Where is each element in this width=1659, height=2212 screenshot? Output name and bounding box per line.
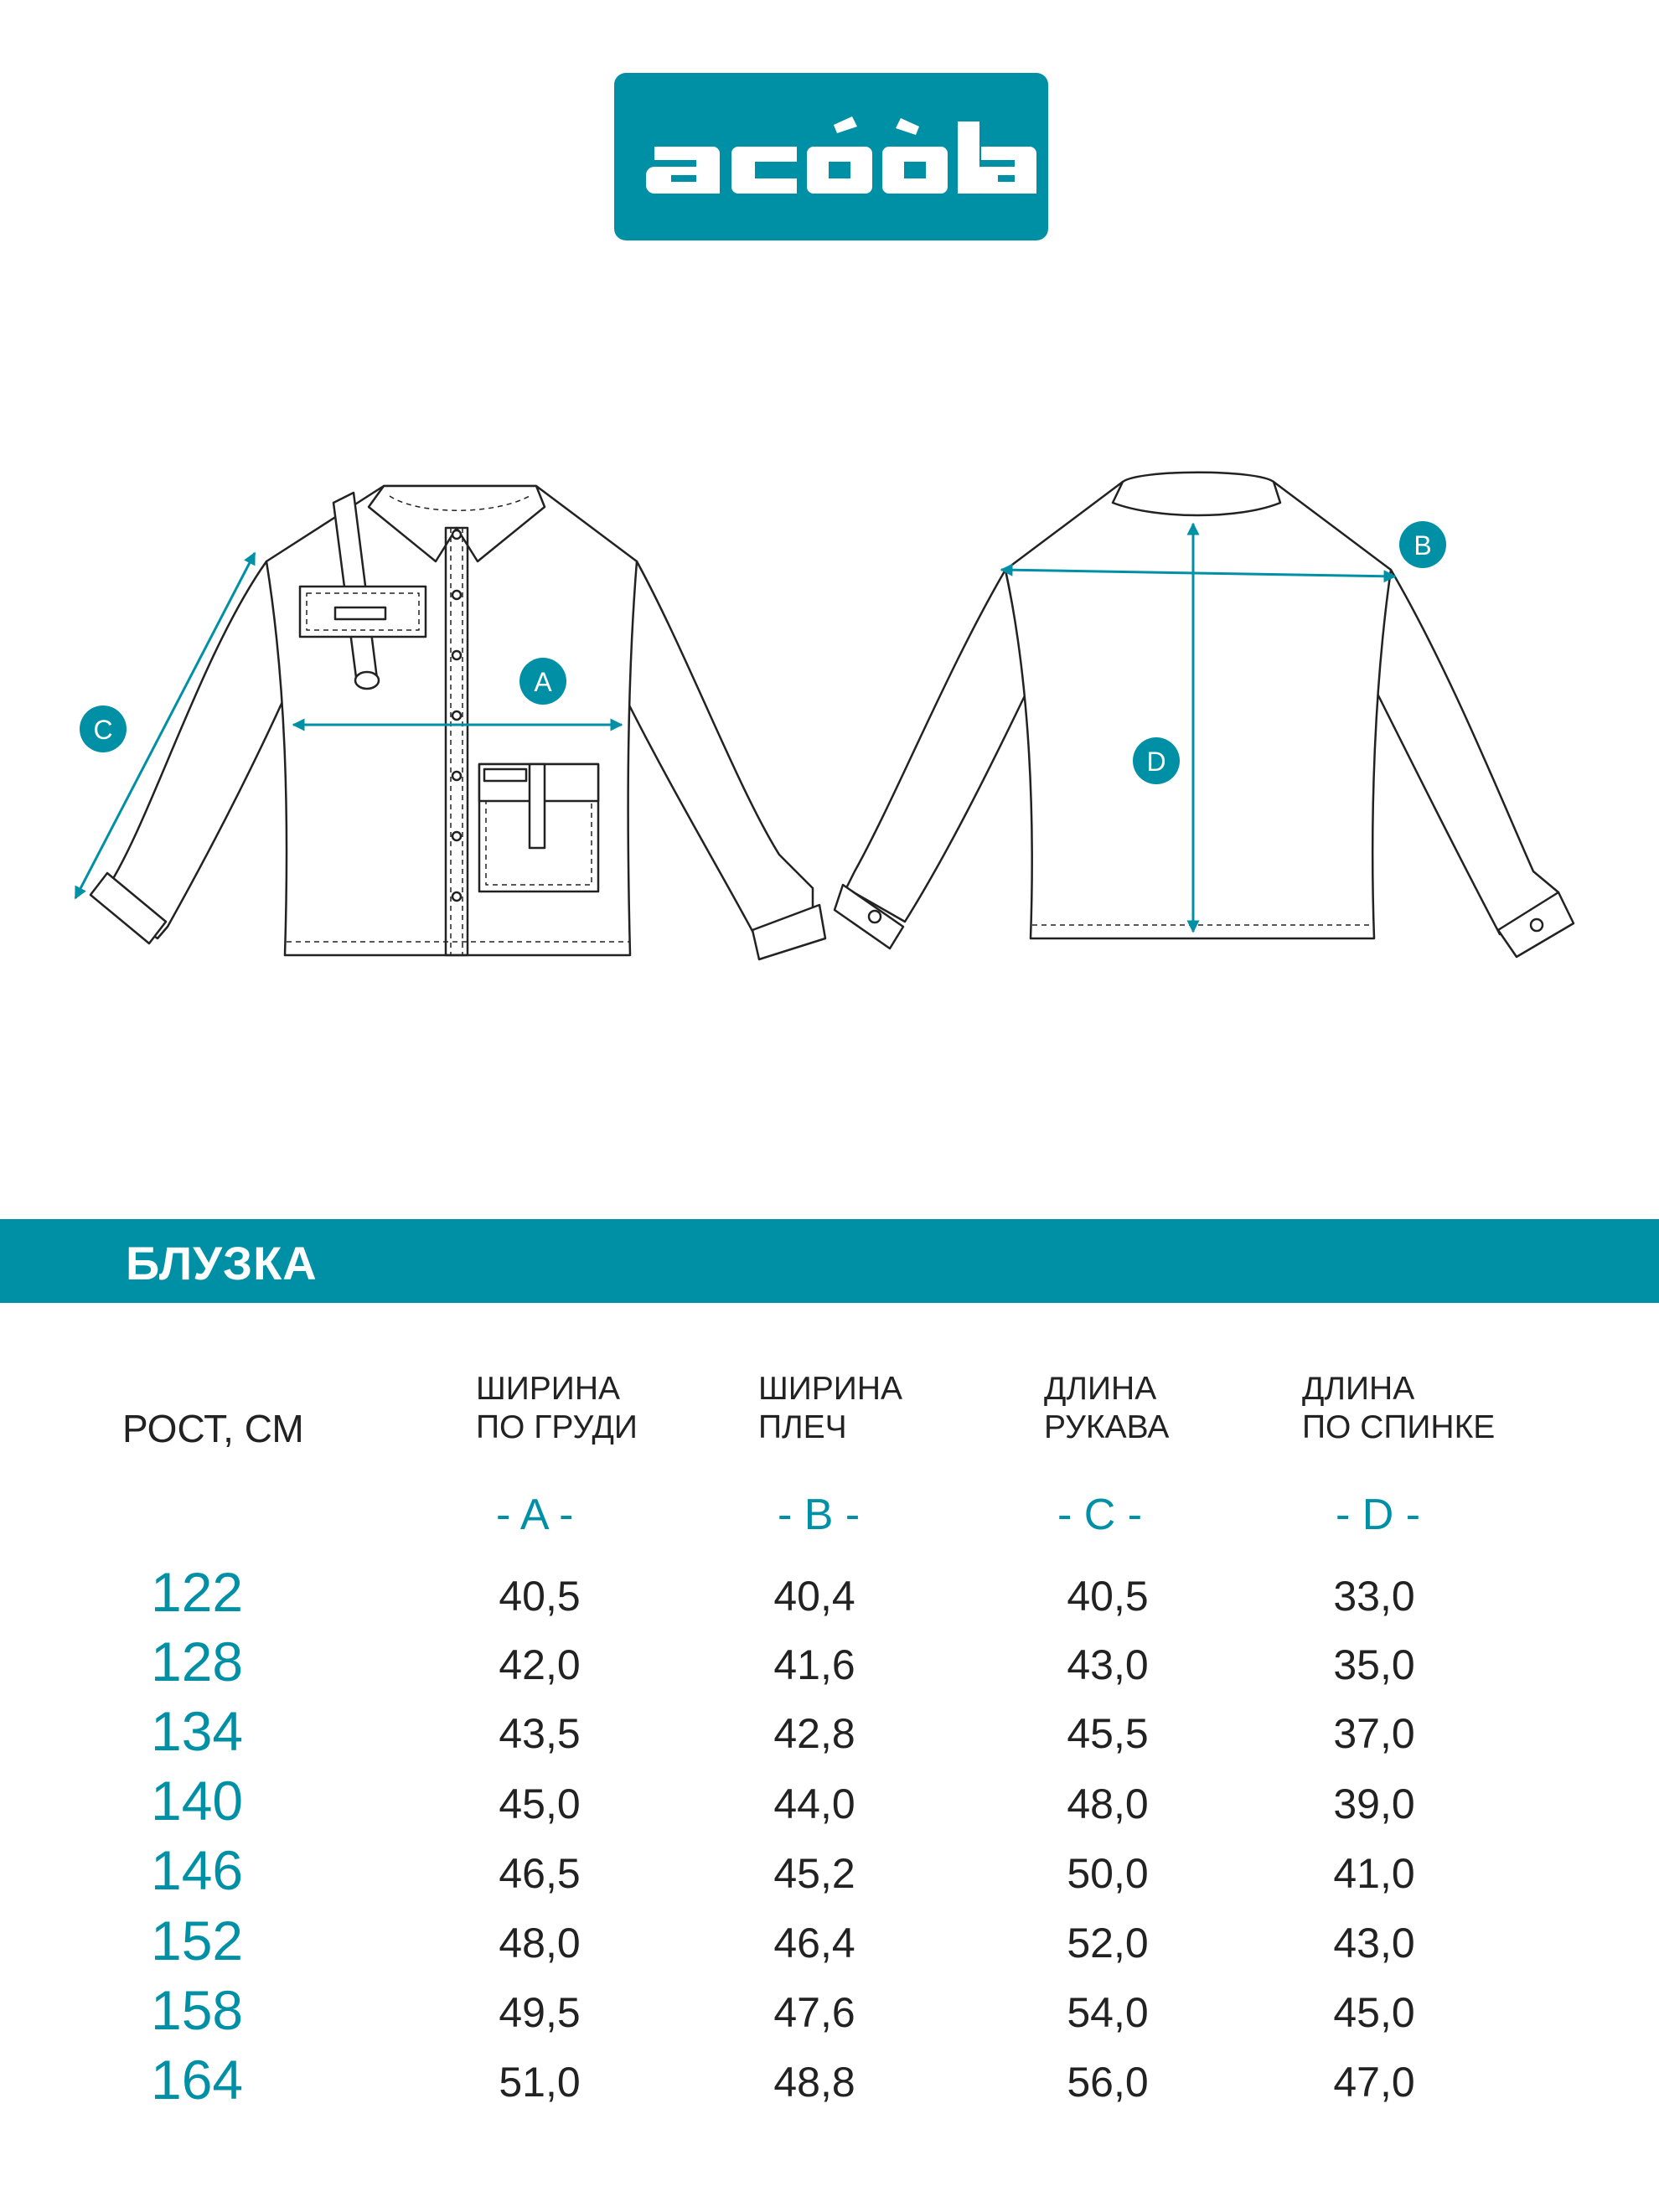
row-header: РОСТ, СМ	[122, 1407, 304, 1450]
section-title: БЛУЗКА	[126, 1237, 318, 1289]
column-header-b: ШИРИНА ПЛЕЧ	[758, 1371, 902, 1445]
size-value: 122	[151, 1561, 244, 1623]
column-letter-b: - B -	[778, 1491, 861, 1539]
back-view	[835, 473, 1574, 957]
column-letter-c: - C -	[1057, 1491, 1143, 1539]
value-b: 47,6	[773, 1989, 855, 2036]
column-header-a: ШИРИНА ПО ГРУДИ	[476, 1371, 638, 1445]
column-header-d: ДЛИНА ПО СПИНКЕ	[1302, 1371, 1496, 1445]
size-value: 158	[151, 1979, 244, 2041]
value-c: 54,0	[1067, 1989, 1149, 2036]
value-b: 42,8	[773, 1710, 855, 1757]
column-letter-a: - A -	[496, 1491, 574, 1539]
size-value: 134	[151, 1700, 244, 1762]
value-d: 47,0	[1333, 2059, 1415, 2106]
label-b-badge	[1399, 521, 1446, 568]
size-value: 164	[151, 2049, 244, 2111]
column-header-c: ДЛИНА РУКАВА	[1044, 1371, 1170, 1445]
value-b: 46,4	[773, 1920, 855, 1967]
value-c: 43,0	[1067, 1641, 1149, 1688]
value-d: 37,0	[1333, 1710, 1415, 1757]
garment-drawings	[0, 436, 1659, 972]
value-d: 45,0	[1333, 1989, 1415, 2036]
value-a: 46,5	[499, 1850, 581, 1897]
value-b: 44,0	[773, 1780, 855, 1827]
size-value: 128	[151, 1631, 244, 1693]
value-c: 50,0	[1067, 1850, 1149, 1897]
value-b: 48,8	[773, 2059, 855, 2106]
size-value: 152	[151, 1910, 244, 1972]
value-c: 40,5	[1067, 1573, 1149, 1620]
value-d: 35,0	[1333, 1641, 1415, 1688]
label-d-badge	[1133, 737, 1180, 784]
value-a: 45,0	[499, 1780, 581, 1827]
front-view	[90, 486, 825, 959]
value-a: 42,0	[499, 1641, 581, 1688]
label-b: B	[1414, 530, 1432, 561]
value-a: 40,5	[499, 1573, 581, 1620]
value-c: 52,0	[1067, 1920, 1149, 1967]
value-d: 33,0	[1333, 1573, 1415, 1620]
value-d: 39,0	[1333, 1780, 1415, 1827]
label-a-badge	[519, 658, 566, 705]
acoola-logo-icon	[614, 73, 1048, 240]
value-c: 45,5	[1067, 1710, 1149, 1757]
label-d: D	[1146, 747, 1166, 777]
value-b: 41,6	[773, 1641, 855, 1688]
value-b: 40,4	[773, 1573, 855, 1620]
size-value: 140	[151, 1770, 244, 1832]
value-b: 45,2	[773, 1850, 855, 1897]
label-c-badge	[80, 705, 127, 752]
value-c: 48,0	[1067, 1780, 1149, 1827]
value-d: 43,0	[1333, 1920, 1415, 1967]
label-a: A	[534, 667, 552, 697]
value-a: 43,5	[499, 1710, 581, 1757]
label-c: C	[93, 715, 113, 745]
value-a: 49,5	[499, 1989, 581, 2036]
section-band	[0, 1219, 1659, 1303]
value-d: 41,0	[1333, 1850, 1415, 1897]
size-value: 146	[151, 1839, 244, 1901]
value-c: 56,0	[1067, 2059, 1149, 2106]
value-a: 48,0	[499, 1920, 581, 1967]
brand-logo	[614, 73, 1048, 240]
column-letter-d: - D -	[1336, 1491, 1421, 1539]
value-a: 51,0	[499, 2059, 581, 2106]
